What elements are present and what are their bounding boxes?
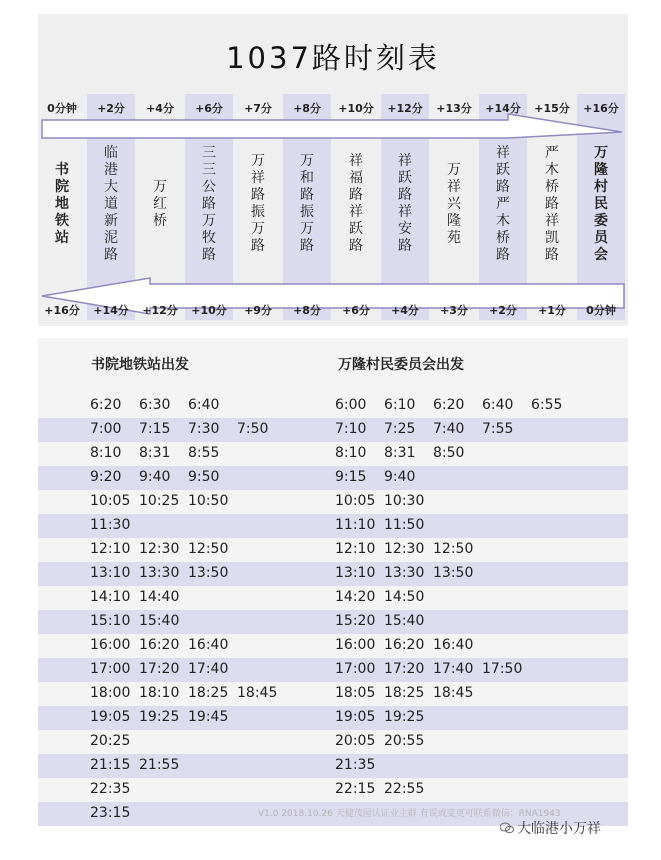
- departure-time: 10:25: [139, 493, 180, 509]
- minute-label-return: +6分: [342, 304, 370, 317]
- footer-note: V1.0 2018.10.26 天健茂园认证业主群 有误或变更可联系微信：RNA1943: [258, 809, 561, 819]
- departure-time: 12:30: [139, 541, 180, 557]
- departure-time: 17:20: [384, 661, 425, 677]
- table-row: [38, 442, 628, 466]
- departure-time: 7:15: [139, 421, 171, 437]
- departure-time: 16:40: [188, 637, 229, 653]
- departure-time: 8:55: [188, 445, 220, 461]
- timetable-panel: [38, 338, 628, 824]
- wechat-icon: [500, 822, 514, 834]
- departure-time: 8:10: [335, 445, 367, 461]
- departure-time: 6:20: [90, 397, 122, 413]
- departure-time: 13:50: [188, 565, 229, 581]
- departure-time: 17:00: [335, 661, 376, 677]
- stop-name: 祥 跃 路 祥 安 路: [398, 153, 412, 254]
- departure-time: 23:15: [90, 805, 131, 821]
- stop-name: 万 和 路 振 万 路: [300, 153, 314, 254]
- departure-time: 7:25: [384, 421, 416, 437]
- minute-label-return: +8分: [293, 304, 321, 317]
- departure-time: 19:05: [90, 709, 131, 725]
- minute-label-outbound: +4分: [146, 102, 174, 115]
- departure-time: 6:10: [384, 397, 416, 413]
- departure-time: 18:45: [237, 685, 278, 701]
- route-panel: [38, 14, 628, 326]
- minute-label-outbound: +14分: [485, 102, 521, 115]
- stop-name: 万 祥 路 振 万 路: [251, 153, 265, 254]
- minute-label-outbound: +10分: [338, 102, 374, 115]
- minute-label-return: +3分: [440, 304, 468, 317]
- stop-name: 三 三 公 路 万 牧 路: [202, 144, 216, 263]
- departure-time: 22:35: [90, 781, 131, 797]
- departure-time: 8:31: [384, 445, 416, 461]
- departure-time: 10:05: [90, 493, 131, 509]
- departure-time: 16:00: [90, 637, 131, 653]
- departure-time: 11:50: [384, 517, 425, 533]
- departure-time: 22:55: [384, 781, 425, 797]
- departure-time: 7:55: [482, 421, 514, 437]
- departure-time: 15:10: [90, 613, 131, 629]
- departure-time: 7:10: [335, 421, 367, 437]
- departure-time: 11:10: [335, 517, 376, 533]
- departure-time: 12:30: [384, 541, 425, 557]
- departure-time: 18:10: [139, 685, 180, 701]
- departure-time: 8:50: [433, 445, 465, 461]
- minute-label-return: +2分: [489, 304, 517, 317]
- departure-time: 19:25: [139, 709, 180, 725]
- departure-time: 13:10: [90, 565, 131, 581]
- minute-label-return: +10分: [191, 304, 227, 317]
- departure-time: 12:10: [90, 541, 131, 557]
- departure-time: 17:00: [90, 661, 131, 677]
- minute-label-outbound: +13分: [436, 102, 472, 115]
- departure-time: 8:10: [90, 445, 122, 461]
- departure-time: 9:20: [90, 469, 122, 485]
- departure-time: 17:50: [482, 661, 523, 677]
- minute-label-outbound: +12分: [387, 102, 423, 115]
- departure-time: 6:00: [335, 397, 367, 413]
- departure-time: 7:00: [90, 421, 122, 437]
- minute-label-outbound: +8分: [293, 102, 321, 115]
- departure-time: 14:10: [90, 589, 131, 605]
- minute-label-outbound: +2分: [97, 102, 125, 115]
- departure-time: 6:40: [188, 397, 220, 413]
- minute-label-outbound: 0分钟: [47, 102, 77, 115]
- departure-time: 20:05: [335, 733, 376, 749]
- minute-label-return: +9分: [244, 304, 272, 317]
- stop-name: 书 院 地 铁 站: [55, 161, 69, 246]
- departure-time: 15:40: [384, 613, 425, 629]
- minute-label-return: +4分: [391, 304, 419, 317]
- departure-time: 18:25: [188, 685, 229, 701]
- minute-label-return: +16分: [44, 304, 80, 317]
- minute-label-outbound: +6分: [195, 102, 223, 115]
- departure-time: 10:05: [335, 493, 376, 509]
- departure-time: 16:00: [335, 637, 376, 653]
- minute-label-return: +12分: [142, 304, 178, 317]
- departure-time: 17:40: [433, 661, 474, 677]
- departure-time: 19:25: [384, 709, 425, 725]
- departure-time: 6:20: [433, 397, 465, 413]
- departure-time: 20:55: [384, 733, 425, 749]
- stop-name: 严 木 桥 路 祥 凯 路: [545, 144, 559, 263]
- table-row: [38, 466, 628, 490]
- departure-time: 14:20: [335, 589, 376, 605]
- minute-label-return: 0分钟: [586, 304, 616, 317]
- departure-time: 22:15: [335, 781, 376, 797]
- departure-time: 18:25: [384, 685, 425, 701]
- minutes-return: [38, 302, 628, 322]
- page-title: 1037路时刻表: [226, 41, 440, 75]
- departure-time: 13:10: [335, 565, 376, 581]
- departure-time: 19:45: [188, 709, 229, 725]
- departure-time: 6:55: [531, 397, 563, 413]
- left-heading: 书院地铁站出发: [91, 357, 189, 373]
- departure-time: 6:30: [139, 397, 171, 413]
- departure-time: 6:40: [482, 397, 514, 413]
- minute-label-outbound: +7分: [244, 102, 272, 115]
- departure-time: 16:20: [139, 637, 180, 653]
- minute-label-outbound: +15分: [534, 102, 570, 115]
- departure-time: 18:05: [335, 685, 376, 701]
- departure-time: 7:50: [237, 421, 269, 437]
- departure-time: 21:15: [90, 757, 131, 773]
- stop-name: 祥 福 路 祥 跃 路: [349, 153, 363, 254]
- minute-label-outbound: +16分: [583, 102, 619, 115]
- departure-time: 9:40: [384, 469, 416, 485]
- departure-time: 11:30: [90, 517, 131, 533]
- departure-time: 21:55: [139, 757, 180, 773]
- departure-time: 17:40: [188, 661, 229, 677]
- departure-time: 17:20: [139, 661, 180, 677]
- stop-name: 万 隆 村 民 委 员 会: [594, 144, 608, 263]
- departure-time: 7:30: [188, 421, 220, 437]
- minute-label-return: +14分: [93, 304, 129, 317]
- departure-time: 20:25: [90, 733, 131, 749]
- right-heading: 万隆村民委员会出发: [338, 357, 464, 373]
- departure-time: 7:40: [433, 421, 465, 437]
- stop-name: 万 祥 兴 隆 苑: [447, 161, 461, 246]
- departure-time: 18:45: [433, 685, 474, 701]
- departure-time: 9:15: [335, 469, 367, 485]
- stop-name: 临 港 大 道 新 泥 路: [104, 144, 118, 263]
- stop-name: 祥 跃 路 严 木 桥 路: [496, 144, 510, 263]
- departure-time: 13:50: [433, 565, 474, 581]
- departure-time: 15:40: [139, 613, 180, 629]
- departure-time: 10:30: [384, 493, 425, 509]
- departure-time: 15:20: [335, 613, 376, 629]
- departure-time: 18:00: [90, 685, 131, 701]
- minute-label-return: +1分: [538, 304, 566, 317]
- departure-time: 16:40: [433, 637, 474, 653]
- departure-time: 21:35: [335, 757, 376, 773]
- departure-time: 19:05: [335, 709, 376, 725]
- departure-time: 12:50: [188, 541, 229, 557]
- departure-time: 16:20: [384, 637, 425, 653]
- departure-time: 12:50: [433, 541, 474, 557]
- departure-time: 13:30: [139, 565, 180, 581]
- stop-name: 万 红 桥: [153, 178, 167, 229]
- watermark: 大临港小万祥: [517, 821, 601, 837]
- departure-time: 8:31: [139, 445, 171, 461]
- departure-time: 9:50: [188, 469, 220, 485]
- departure-time: 9:40: [139, 469, 171, 485]
- departure-time: 12:10: [335, 541, 376, 557]
- departure-time: 13:30: [384, 565, 425, 581]
- minutes-outbound: [38, 100, 628, 120]
- departure-time: 10:50: [188, 493, 229, 509]
- table-row: [38, 418, 628, 442]
- departure-time: 14:50: [384, 589, 425, 605]
- departure-time: 14:40: [139, 589, 180, 605]
